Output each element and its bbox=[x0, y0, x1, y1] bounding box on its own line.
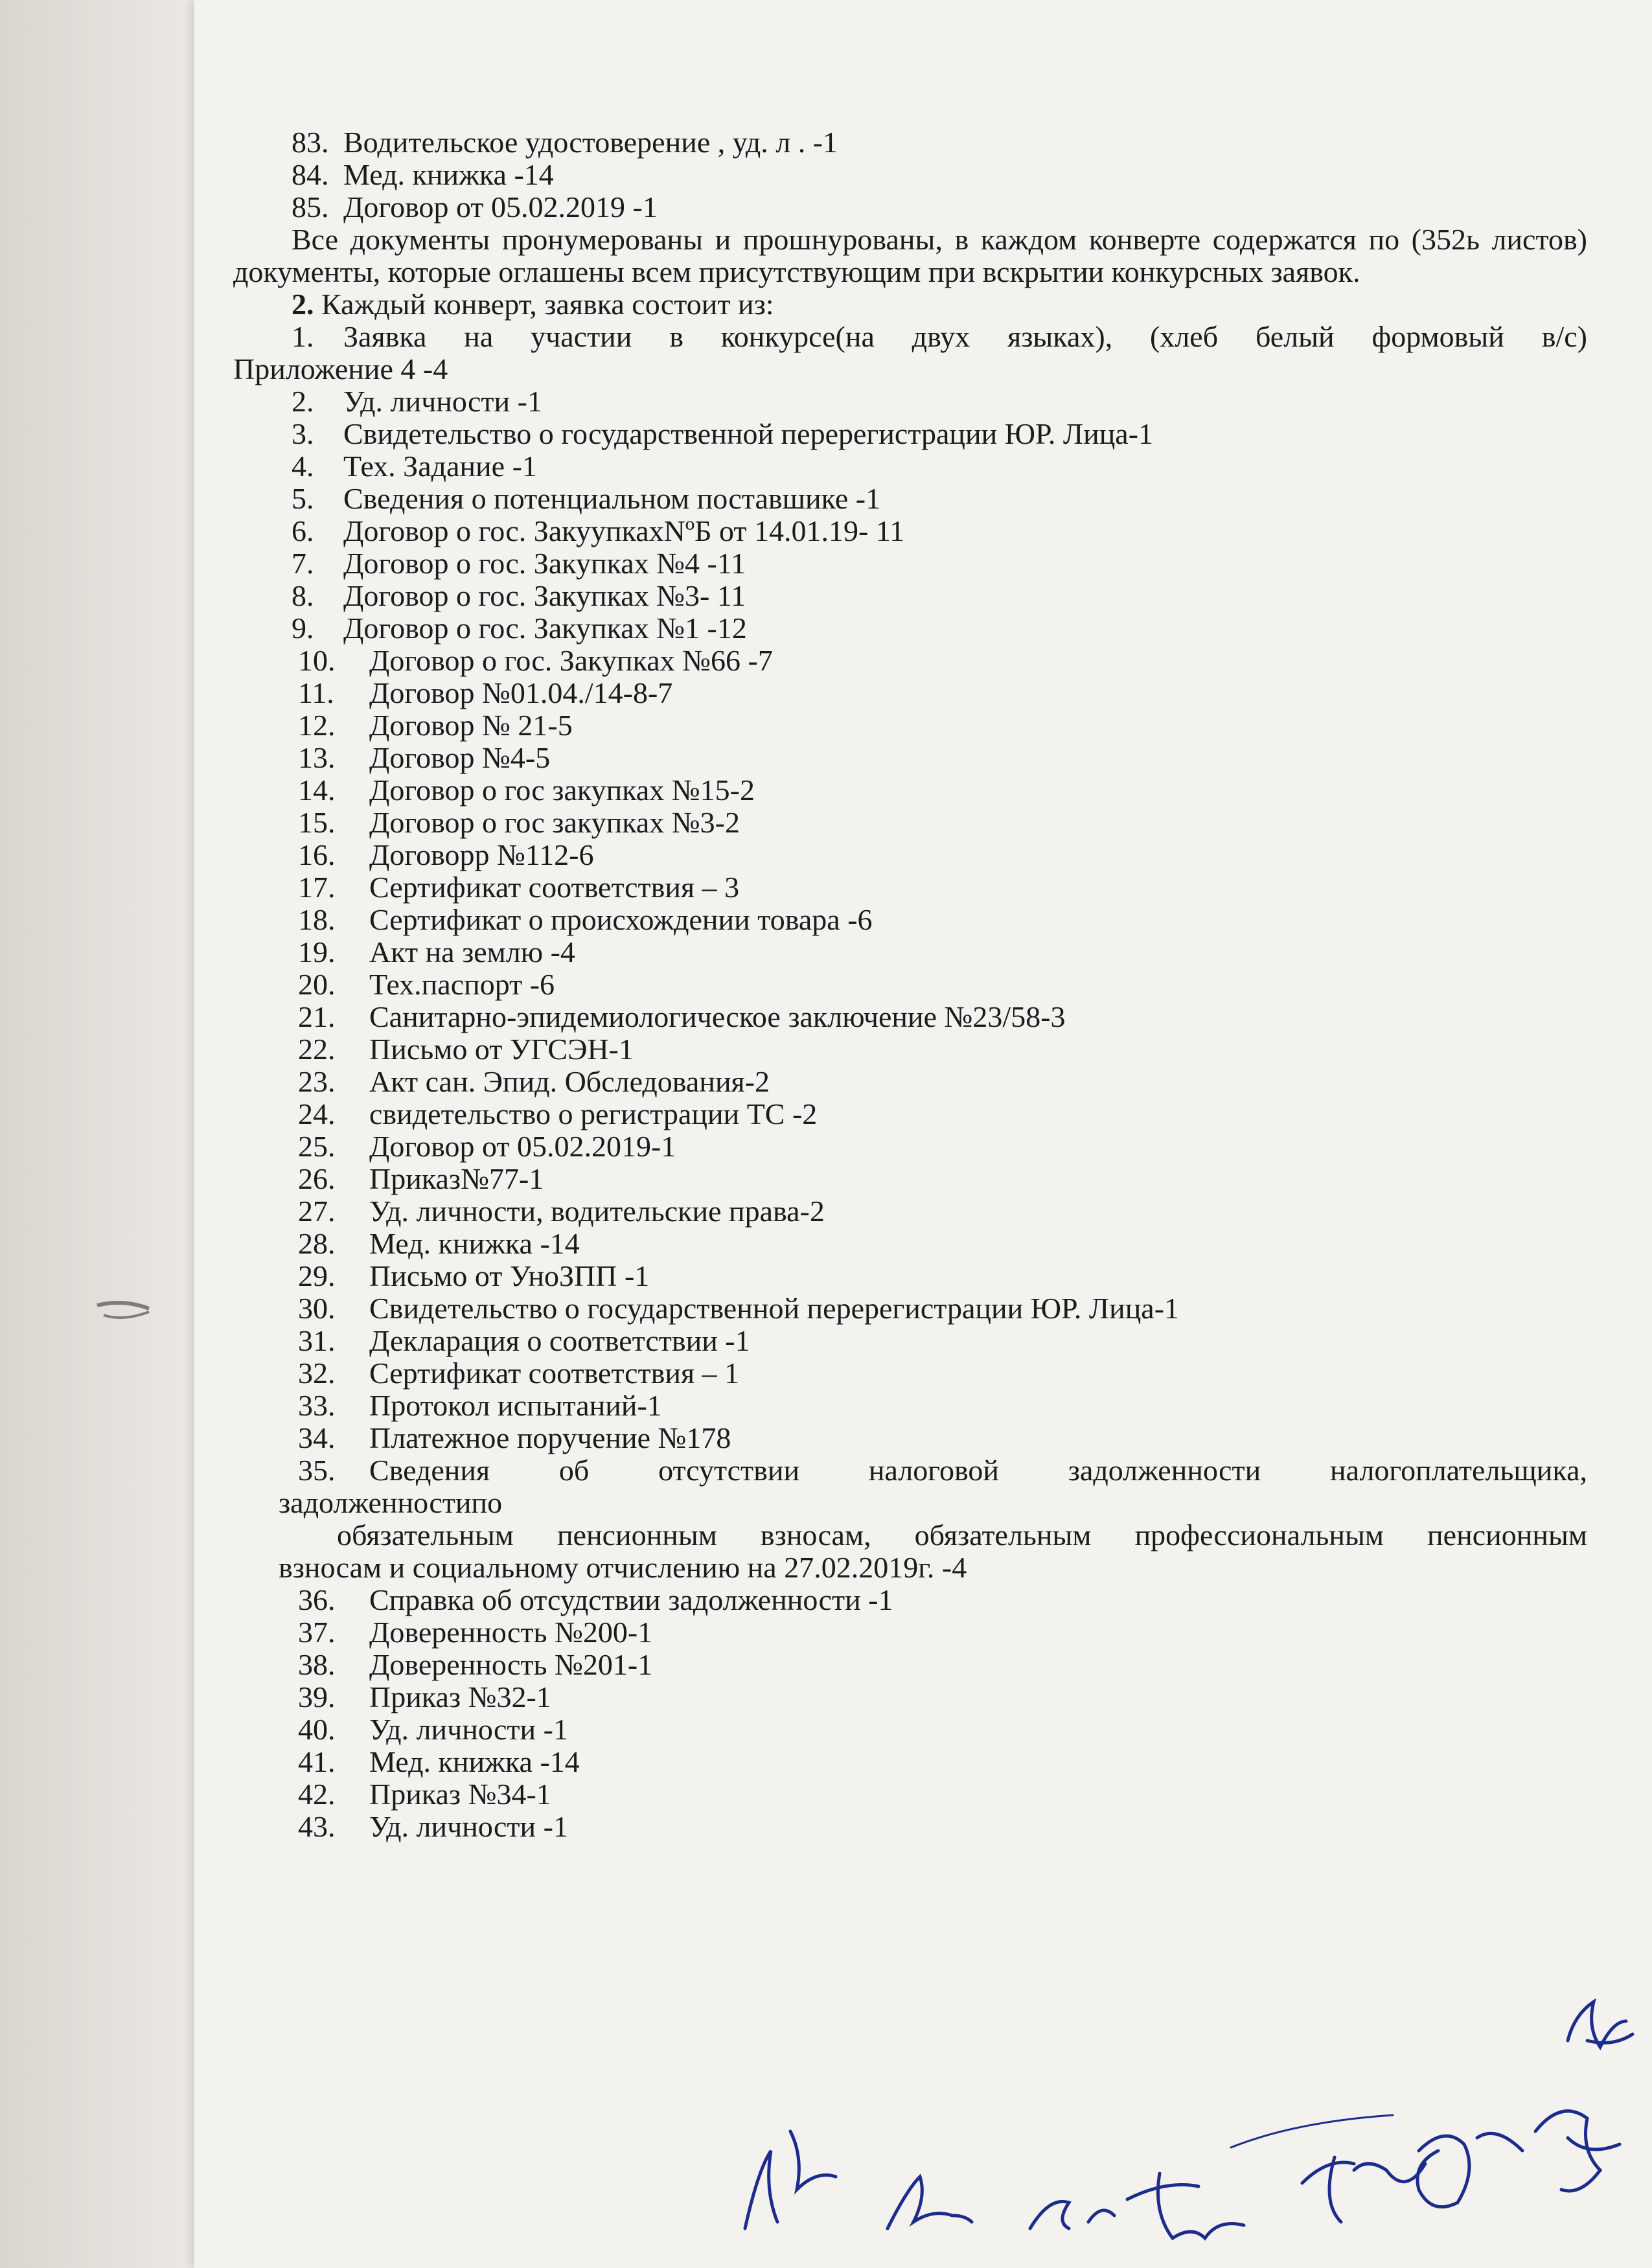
list-item: 14. Договор о гос закупках №15-2 bbox=[298, 773, 755, 807]
items-list-tail bbox=[233, 1584, 1587, 1843]
list-item: 37. Доверенность №200-1 bbox=[298, 1616, 653, 1649]
list-item: 85. Договор от 05.02.2019 -1 bbox=[292, 190, 658, 223]
list-item: 31. Декларация о соответствии -1 bbox=[298, 1324, 750, 1357]
list-item: 41. Мед. книжка -14 bbox=[298, 1745, 580, 1778]
list-item: 33. Протокол испытаний-1 bbox=[298, 1389, 662, 1422]
list-item: 28. Мед. книжка -14 bbox=[298, 1227, 580, 1260]
list-item-1: 1. Заявка на участии в конкурсе(на двух языках), (хлеб белый формовый в/с) Приложение 4 -4 bbox=[233, 320, 1587, 385]
list-item: 38. Доверенность №201-1 bbox=[298, 1648, 653, 1681]
list-item: 9. Договор о гос. Закупках №1 -12 bbox=[292, 612, 747, 645]
list-item: 36. Справка об отсудствии задолженности -1 bbox=[298, 1583, 893, 1616]
list-item: 26. Приказ№77-1 bbox=[298, 1162, 544, 1195]
list-item: 40. Уд. личности -1 bbox=[298, 1713, 568, 1746]
summary-paragraph: Все документы пронумерованы и прошнурованы, в каждом конверте содержатся по (352ь листов) документы, которые оглашены всем присутствующим при вскрытии конкурсных заявок. bbox=[233, 223, 1587, 288]
list-item: 7. Договор о гос. Закупках №4 -11 bbox=[292, 547, 746, 580]
list-item: 84. Мед. книжка -14 bbox=[292, 158, 554, 191]
list-item: 12. Договор № 21-5 bbox=[298, 709, 573, 742]
top-list bbox=[233, 126, 1587, 223]
list-item: 43. Уд. личности -1 bbox=[298, 1810, 568, 1843]
list-item: 8. Договор о гос. Закупках №3- 11 bbox=[292, 579, 746, 612]
list-item: 4. Тех. Задание -1 bbox=[292, 450, 537, 483]
list-item: 17. Сертификат соответствия – 3 bbox=[298, 871, 740, 904]
items-list-continued bbox=[233, 645, 1587, 1454]
list-item-35: 35. Сведения об отсутствии налоговой задолженности налогоплательщика, задолженностипо обязательным пенсионным взносам, обязательным профессиональным пенсионным взносам и социальному отчислению на 27.02.2019г. -4 bbox=[279, 1454, 1587, 1584]
list-item: 13. Договор №4-5 bbox=[298, 741, 551, 774]
scan-background-edge bbox=[0, 0, 194, 2268]
document-body bbox=[233, 126, 1587, 1843]
list-item: 32. Сертификат соответствия – 1 bbox=[298, 1357, 740, 1390]
list-item: 23. Акт сан. Эпид. Обследования-2 bbox=[298, 1065, 770, 1098]
list-item: 15. Договор о гос закупках №3-2 bbox=[298, 806, 740, 839]
list-item: 22. Письмо от УГСЭН-1 bbox=[298, 1033, 634, 1066]
list-item: 21. Санитарно-эпидемиологическое заключение №23/58-3 bbox=[298, 1000, 1066, 1033]
list-item: 83. Водительское удостоверение , уд. л . -1 bbox=[292, 126, 838, 159]
list-item: 3. Свидетельство о государственной перерегистрации ЮР. Лица-1 bbox=[292, 417, 1154, 450]
list-item: 25. Договор от 05.02.2019-1 bbox=[298, 1130, 676, 1163]
section-heading: 2. Каждый конверт, заявка состоит из: bbox=[292, 288, 774, 321]
items-list bbox=[233, 385, 1587, 645]
list-item: 34. Платежное поручение №178 bbox=[298, 1421, 731, 1454]
list-item: 5. Сведения о потенциальном поставшике -1 bbox=[292, 482, 881, 515]
list-item: 2. Уд. личности -1 bbox=[292, 385, 542, 418]
list-item: 19. Акт на землю -4 bbox=[298, 935, 575, 968]
list-item: 30. Свидетельство о государственной перерегистрации ЮР. Лица-1 bbox=[298, 1292, 1180, 1325]
list-item: 29. Письмо от УноЗПП -1 bbox=[298, 1259, 650, 1292]
list-item: 20. Тех.паспорт -6 bbox=[298, 968, 555, 1001]
list-item: 16. Договорр №112-6 bbox=[298, 838, 594, 871]
list-item: 39. Приказ №32-1 bbox=[298, 1680, 551, 1713]
list-item: 42. Приказ №34-1 bbox=[298, 1778, 551, 1811]
list-item: 24. свидетельство о регистрации ТС -2 bbox=[298, 1097, 818, 1130]
list-item: 6. Договор о гос. ЗакуупкахNºБ от 14.01.19- 11 bbox=[292, 514, 905, 547]
list-item: 10. Договор о гос. Закупках №66 -7 bbox=[298, 644, 773, 677]
list-item: 27. Уд. личности, водительские права-2 bbox=[298, 1195, 825, 1228]
list-item: 18. Сертификат о происхождении товара -6 bbox=[298, 903, 873, 936]
list-item: 11. Договор №01.04./14-8-7 bbox=[298, 676, 673, 709]
